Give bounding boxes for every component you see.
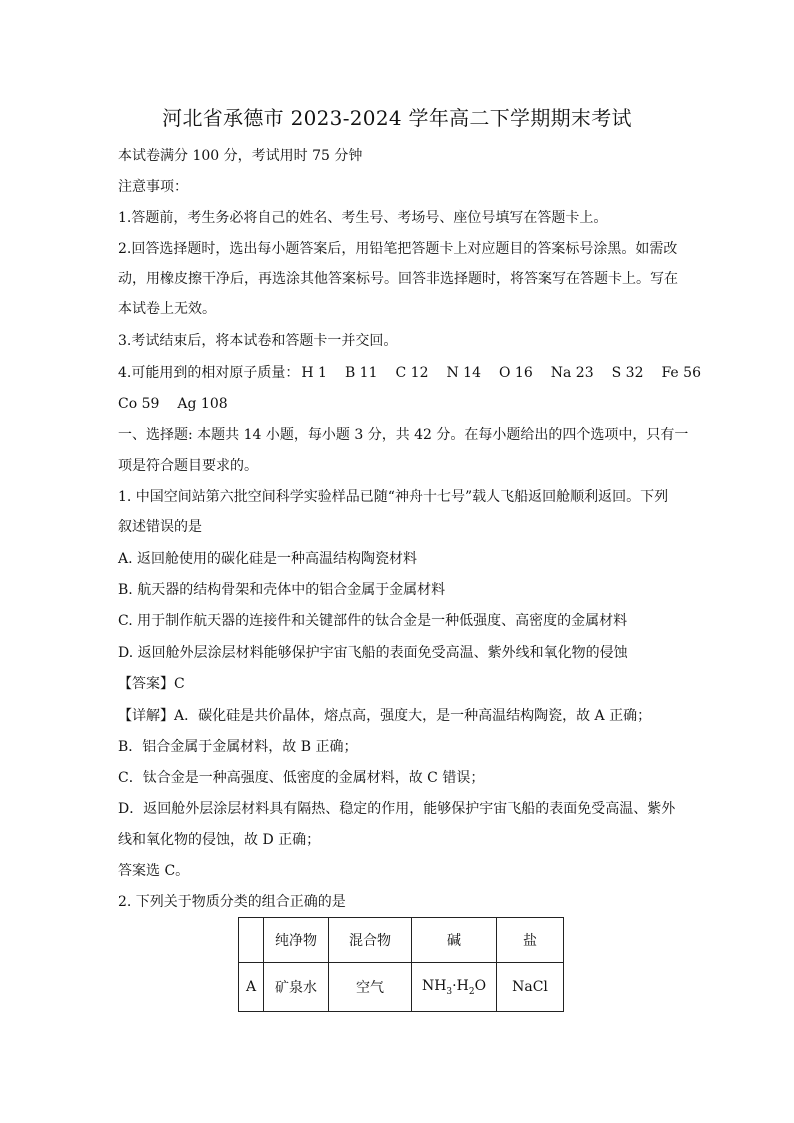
atom-mass: B 11 <box>344 365 378 381</box>
atom-mass: S 32 <box>611 365 644 381</box>
question-1-stem-line-2: 叙述错误的是 <box>118 519 202 535</box>
atom-mass: Na 23 <box>550 365 594 381</box>
table-header-cell: 碱 <box>412 918 497 963</box>
atom-mass: O 16 <box>499 365 533 381</box>
table-cell-pure: 矿泉水 <box>264 963 329 1012</box>
table-cell-salt: NaCl <box>497 963 564 1012</box>
question-1-option-d: D. 返回舱外层涂层材料能够保护宇宙飞船的表面免受高温、紫外线和氧化物的侵蚀 <box>118 645 628 661</box>
notice-2-line-3: 本试卷上无效。 <box>118 301 216 317</box>
question-1-explain-line-1: 【详解】A．碳化硅是共价晶体，熔点高，强度大，是一种高温结构陶瓷，故 A 正确； <box>118 708 652 724</box>
table-cell-base <box>412 963 497 1012</box>
formula-part: NH <box>421 977 447 994</box>
table-cell-mixture: 空气 <box>329 963 412 1012</box>
atomic-mass-line-2 <box>118 394 678 414</box>
atom-mass: C 12 <box>395 365 429 381</box>
formula-part: O <box>474 977 487 994</box>
atom-mass: H 1 <box>301 365 327 381</box>
atomic-mass-prefix: 4.可能用到的相对原子质量： <box>118 365 300 381</box>
table-header-cell <box>239 918 264 963</box>
notice-2-line-1: 2.回答选择题时，选出每小题答案后，用铅笔把答题卡上对应题目的答案标号涂黑。如需改 <box>118 241 678 257</box>
question-1-explain-line-2: B．铝合金属于金属材料，故 B 正确； <box>118 739 358 755</box>
question-1-explain-line-5: 线和氧化物的侵蚀，故 D 正确； <box>118 832 321 848</box>
question-1-option-b: B. 航天器的结构骨架和壳体中的铝合金属于金属材料 <box>118 582 446 598</box>
atom-mass: Ag 108 <box>177 396 228 412</box>
table-row <box>239 963 564 1012</box>
table-header-cell: 盐 <box>497 918 564 963</box>
notice-2-line-2: 动，用橡皮擦干净后，再选涂其他答案标号。回答非选择题时，将答案写在答题卡上。写在 <box>118 271 678 287</box>
table-header-cell: 混合物 <box>329 918 412 963</box>
question-1-stem-line-1: 1. 中国空间站第六批空间科学实验样品已随“神舟十七号”载人飞船返回舱顺利返回。下列 <box>118 489 669 505</box>
question-1-explain-line-4: D．返回舱外层涂层材料具有隔热、稳定的作用，能够保护宇宙飞船的表面免受高温、紫外 <box>118 801 676 817</box>
question-2-stem: 2. 下列关于物质分类的组合正确的是 <box>118 894 346 910</box>
question-1-answer: 【答案】C <box>118 676 185 692</box>
notice-heading: 注意事项： <box>118 179 188 195</box>
formula-subscript: 2 <box>468 986 475 997</box>
atom-mass: Co 59 <box>118 396 160 412</box>
table-cell-option-label: A <box>239 963 264 1012</box>
section-1-line-2: 项是符合题目要求的。 <box>118 458 258 474</box>
notice-1: 1.答题前，考生务必将自己的姓名、考生号、考场号、座位号填写在答题卡上。 <box>118 210 608 226</box>
formula-part: ·H <box>452 977 469 994</box>
classification-table <box>238 917 564 1012</box>
page-title: 河北省承德市 2023-2024 学年高二下学期期末考试 <box>162 106 632 130</box>
atom-mass: Fe 56 <box>661 365 701 381</box>
section-1-line-1: 一、选择题: 本题共 14 小题，每小题 3 分，共 42 分。在每小题给出的四个选项中，只有一 <box>118 427 689 443</box>
question-1-explain-line-3: C．钛合金是一种高强度、低密度的金属材料，故 C 错误； <box>118 770 485 786</box>
atom-mass: N 14 <box>446 365 481 381</box>
atomic-mass-line-1 <box>118 363 701 383</box>
formula-subscript: 3 <box>446 986 453 997</box>
question-1-option-c: C. 用于制作航天器的连接件和关键部件的钛合金是一种低强度、高密度的金属材料 <box>118 613 628 629</box>
question-1-conclusion: 答案选 C。 <box>118 863 190 879</box>
notice-3: 3.考试结束后，将本试卷和答题卡一并交回。 <box>118 333 398 349</box>
table-header-row <box>239 918 564 963</box>
table-header-cell: 纯净物 <box>264 918 329 963</box>
exam-info: 本试卷满分 100 分，考试用时 75 分钟 <box>118 148 363 164</box>
question-1-option-a: A. 返回舱使用的碳化硅是一种高温结构陶瓷材料 <box>118 551 418 567</box>
